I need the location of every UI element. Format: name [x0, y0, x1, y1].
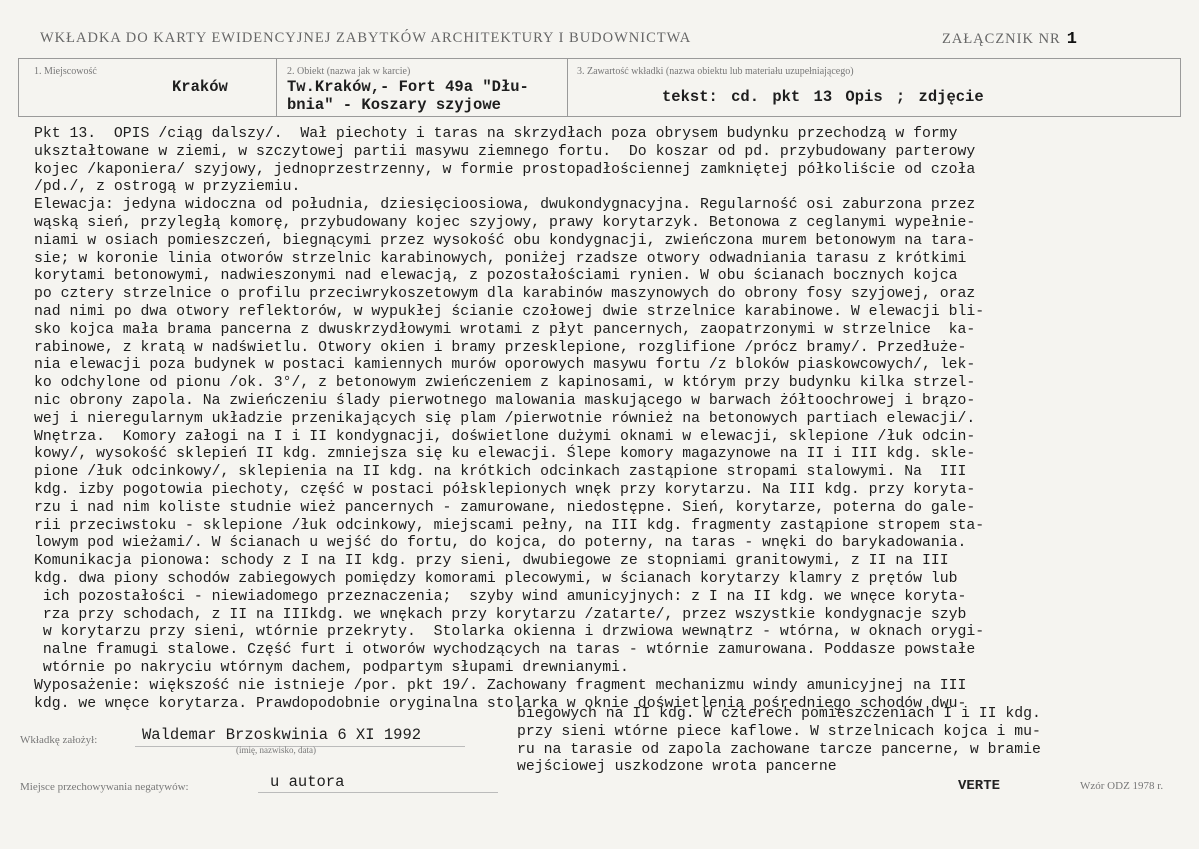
description-line: nalne framugi stalowe. Część furt i otworów wychodzących na taras - wtórnie zamurowana. Poddasze powstałe [34, 642, 976, 659]
divider-right [1180, 58, 1181, 116]
card-title: WKŁADKA DO KARTY EWIDENCYJNEJ ZABYTKÓW ARCHITEKTURY I BUDOWNICTWA [40, 30, 692, 46]
annex-number: 1 [1066, 30, 1077, 49]
divider-col2 [567, 58, 568, 116]
description-line: korytami betonowymi, nadwieszonymi nad elewacją, z pozostałościami rynien. W obu ścianach bocznych kojca [34, 268, 958, 285]
description-line: po cztery strzelnice o profilu przeciwrykoszetowym dla karabinów maszynowych do obrony fosy szyjowej, oraz [34, 286, 976, 303]
divider-header-bottom [18, 116, 1181, 117]
continuation-line: przy sieni wtórne piece kaflowe. W strzelnicach kojca i mu- [517, 723, 1041, 740]
description-line: nic obrony zapola. Na zwieńczeniu ślady pierwotnego malowania maskującego w barwach żółtoochrowej i brązo- [34, 392, 976, 409]
divider-top [18, 58, 1181, 59]
description-line: kdg. we wnęce korytarza. Prawdopodobnie oryginalna stolarka w oknie doświetlenia pośredniego schodów dwu- [34, 695, 967, 712]
description-line: Komunikacja pionowa: schody z I na II kdg. przy sieni, dwubiegowe ze stopniami granitowymi, z II na III [34, 553, 949, 570]
description-line: ko odchylone od pionu /ok. 3°/, z betonowym zwieńczeniem z kapinosami, w którym przy budynku kilka strzel- [34, 375, 976, 392]
description-line: rzu i nad nim koliste studnie wież pancernych - zamurowane, niedostępne. Sień, korytarze, poterna do gale- [34, 499, 976, 516]
description-line: w korytarzu przy sieni, wtórnie przekryty. Stolarka okienna i drzwiowa wewnątrz - wtórna, w oknach orygi- [34, 624, 985, 641]
description-line: kojec /kaponiera/ szyjowy, jednoprzestrzenny, w formie prostopadłościennej zamkniętej półkoliście od czoła [34, 161, 976, 178]
annex-label-text: ZAŁĄCZNIK NR [942, 31, 1061, 47]
description-line: wąską sień, przyległą komorę, przybudowany kojec szyjowy, prawy korytarzyk. Betonowa z ceglanymi wypełnie- [34, 214, 976, 231]
description-text [34, 126, 1149, 713]
description-line: Wyposażenie: większość nie istnieje /por. pkt 19/. Zachowany fragment mechanizmu windy amunicyjnej na III [34, 677, 967, 694]
continuation-line: biegowych na II kdg. W czterech pomieszczeniach I i II kdg. [517, 706, 1041, 722]
annex-label [942, 30, 1077, 49]
divider-left [18, 58, 19, 116]
description-line: ukształtowane w ziemi, w szczytowej partii masywu ziemnego fortu. Do koszar od pd. przybudowany parterowy [34, 143, 976, 160]
founded-label: Wkładkę założył: [20, 734, 98, 746]
object-value-line1: Tw.Kraków,- Fort 49a "Dłu- [287, 78, 529, 96]
description-line: kdg. izby pogotowia piechoty, część w postaci półsklepionych wnęk przy korytarzu. Na III kdg. przy koryta- [34, 481, 976, 498]
form-model: Wzór ODZ 1978 r. [1080, 780, 1164, 792]
object-value-line2: bnia" - Koszary szyjowe [287, 96, 501, 114]
description-line: nia elewacji poza budynek w postaci kamiennych murów oporowych masywu fortu /z bloków piaskowcowych/, lek- [34, 357, 976, 374]
object-label: 2. Obiekt (nazwa jak w karcie) [287, 66, 411, 77]
description-line: /pd./, z ostrogą w przyziemiu. [34, 179, 301, 196]
description-line: pione /łuk odcinkowy/, sklepienia na II kdg. na krótkich odcinkach zastąpione stropami stalowymi. Na III [34, 464, 967, 481]
description-line: Wnętrza. Komory załogi na I i II kondygnacji, doświetlone dużymi oknami w elewacji, sklepione /łuk odcin- [34, 428, 976, 445]
description-line: kowy/, wysokość sklepień II kdg. zmniejsza się ku elewacji. Ślepe komory magazynowe na II i III kdg. skle- [34, 446, 976, 463]
description-line: Elewacja: jedyna widoczna od południa, dziesięcioosiowa, dwukondygnacyjna. Regularność osi zaburzona przez [34, 197, 976, 214]
description-line: sie; w koronie linia otworów strzelnic karabinowych, poniżej rzadsze otwory odwadniania tarasu z krótkimi [34, 250, 967, 267]
divider-col1 [276, 58, 277, 116]
description-line: wej i nieregularnym układzie przenikających się plam /pierwotnie również na betonowych partiach elewacji/. [34, 410, 976, 427]
locality-value: Kraków [172, 78, 228, 96]
description-line: kdg. dwa piony schodów zabiegowych pomiędzy komorami plecowymi, w ścianach korytarzy klamry z prętów lub [34, 570, 958, 587]
description-line: rza przy schodach, z II na IIIkdg. we wnękach przy korytarzu /zatarte/, przez wszystkie kondygnacje szyb [34, 606, 967, 623]
description-line: sko kojca mała brama pancerna z dwuskrzydłowymi wrotami z płyt pancernych, zaopatrzonymi w strzelnice ka- [34, 321, 976, 338]
verte-label: VERTE [958, 778, 1001, 794]
locality-label: 1. Miejscowość [34, 66, 97, 77]
description-line: rii przeciwstoku - sklepione /łuk odcinkowy, miejscami pełny, na III kdg. fragmenty zastąpione stropem sta- [34, 517, 985, 534]
description-line: rabinowe, z kratą w nadświetlu. Otwory okien i bramy przesklepione, rozglifione /prócz bramy/. Przedłuże- [34, 339, 967, 356]
description-line: ich pozostałości - niewiadomego przeznaczenia; szyby wind amunicyjnych: z I na II kdg. we wnęce koryta- [34, 588, 967, 605]
continuation-line: wejściowej uszkodzone wrota pancerne [517, 759, 837, 776]
negatives-value: u autora [270, 773, 345, 791]
content-value: tekst: cd. pkt 13 Opis ; zdjęcie [662, 88, 984, 106]
description-line: Pkt 13. OPIS /ciąg dalszy/. Wał piechoty i taras na skrzydłach poza obrysem budynku przechodzą w formy [34, 126, 958, 142]
description-line: niami w osiach pomieszczeń, biegnącymi przez wysokość obu kondygnacji, zwieńczona murem betonowym na tara- [34, 232, 976, 249]
continuation-line: ru na tarasie od zapola zachowane tarcze pancerne, w bramie [517, 741, 1041, 758]
description-line: wtórnie po nakryciu wtórnym dachem, podpartym słupami drewnianymi. [34, 659, 629, 676]
content-label: 3. Zawartość wkładki (nazwa obiektu lub materiału uzupełniającego) [577, 66, 854, 77]
description-line: lowym pod wieżami/. W ścianach u wejść do fortu, do kojca, do poterny, na taras - wnęki do barykadowania. [34, 535, 967, 552]
founded-sub: (imię, nazwisko, data) [236, 745, 316, 755]
negatives-underline [258, 792, 498, 793]
description-continuation [517, 706, 1167, 777]
negatives-label: Miejsce przechowywania negatywów: [20, 781, 189, 793]
founded-value: Waldemar Brzoskwinia 6 XI 1992 [142, 726, 422, 744]
description-line: nad nimi po dwa otwory reflektorów, w wypukłej ścianie czołowej dwie strzelnice karabinowe. W elewacji bli- [34, 303, 985, 320]
